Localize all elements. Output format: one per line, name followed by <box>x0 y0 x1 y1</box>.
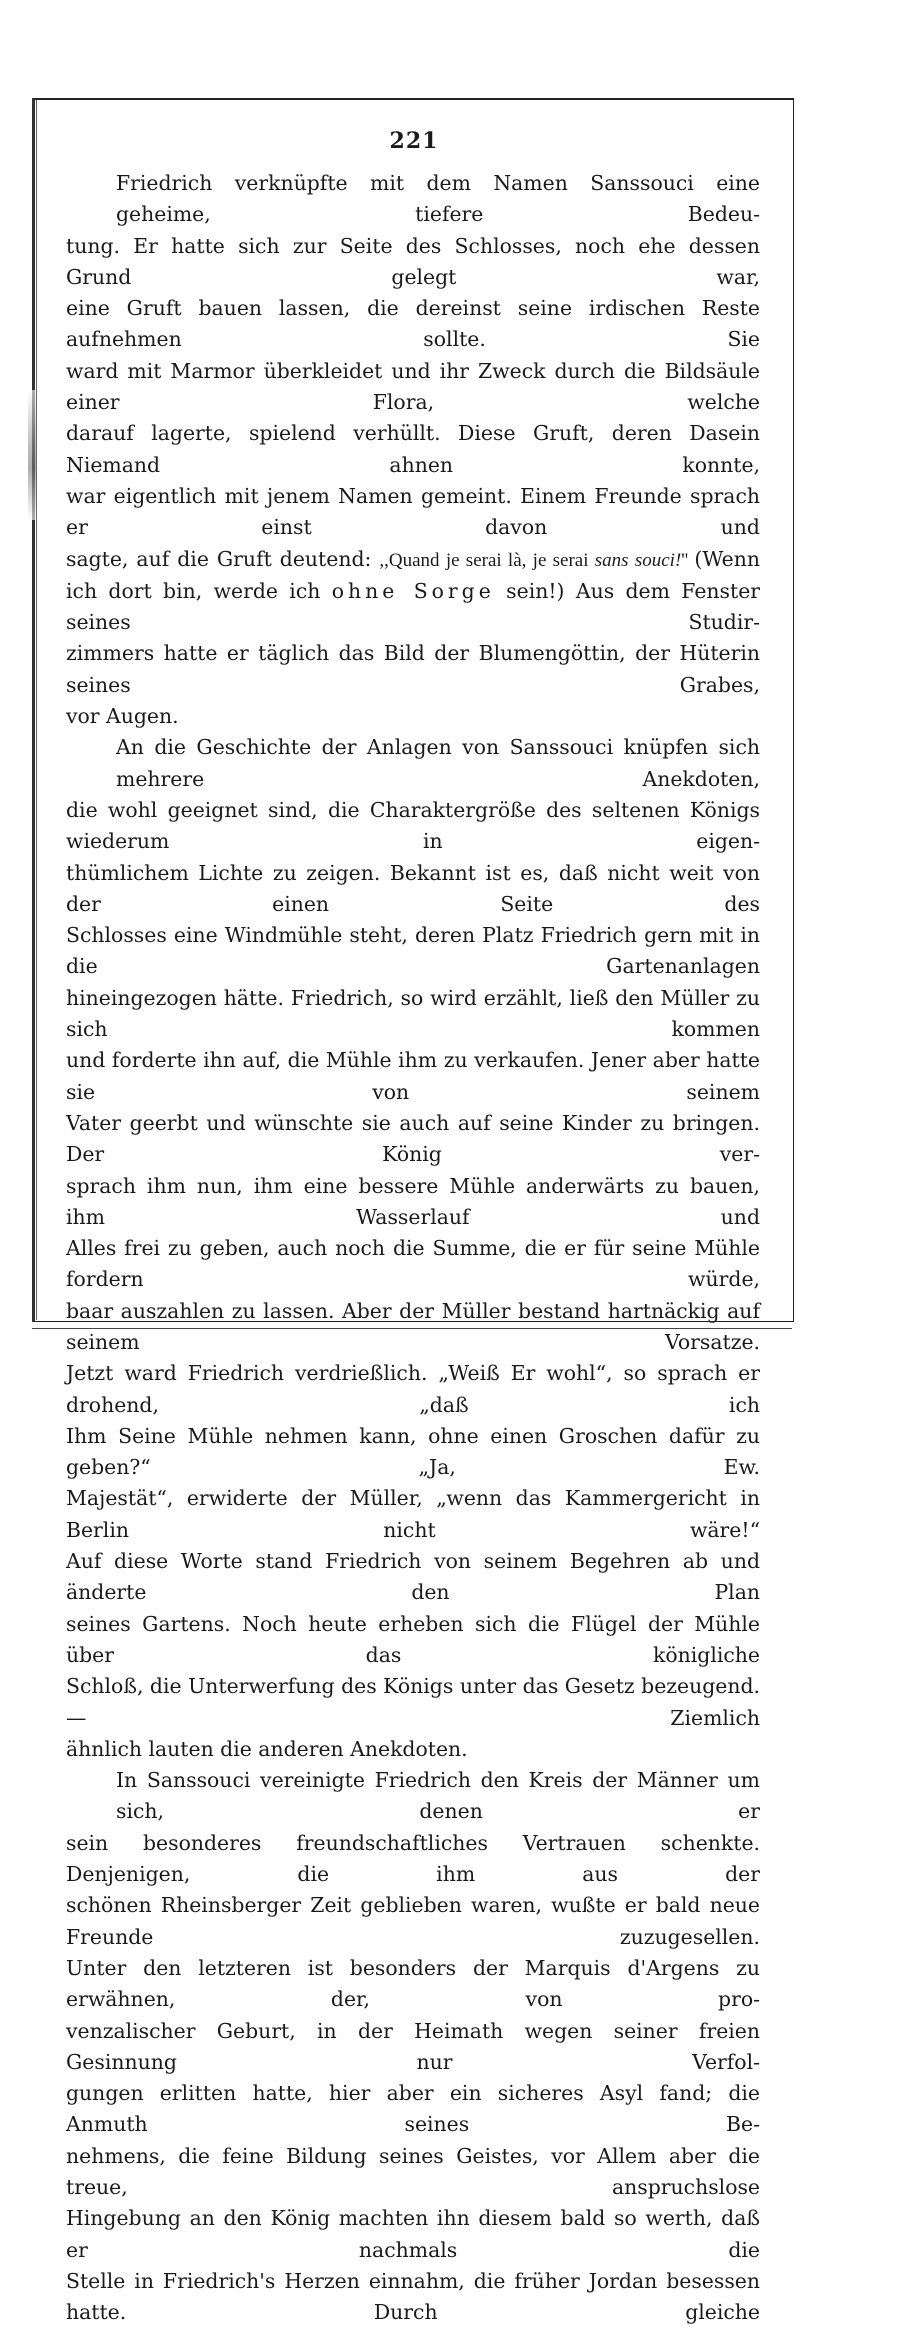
text-line: Jetzt ward Friedrich verdrießlich. „Weiß Er wohl“, so sprach er drohend, „daß ich <box>66 1361 760 1417</box>
text-line: In Sanssouci vereinigte Friedrich den Kreis der Männer um sich, denen er <box>116 1768 760 1824</box>
quote-lead: sagte, auf die Gruft deutend: <box>66 546 380 571</box>
french-quote-italic: sans souci! <box>594 549 682 571</box>
text-line: Vater geerbt und wünschte sie auch auf seine Kinder zu bringen. Der König ver- <box>66 1110 760 1167</box>
scan-shadow <box>28 390 36 520</box>
text-line: venzalischer Geburt, in der Heimath wegen seiner freien Gesinnung nur Verfol- <box>66 2018 760 2074</box>
spaced-lead: ich dort bin, werde ich <box>66 578 332 603</box>
spaced-trail: sein!) Aus dem Fenster seines Studir- <box>66 578 761 635</box>
text-line: zimmers hatte er täglich das Bild der Blumengöttin, der Hüterin seines Grabes, <box>66 641 760 697</box>
text-line: darauf lagerte, spielend verhüllt. Diese Gruft, deren Dasein Niemand ahnen konnte, <box>66 421 760 477</box>
text-line: schönen Rheinsberger Zeit geblieben waren, wußte er bald neue Freunde zuzugesellen. <box>66 1893 760 1949</box>
text-line: thümlichem Lichte zu zeigen. Bekannt ist es, daß nicht weit von der einen Seite des <box>66 860 760 916</box>
text-line: Hingebung an den König machten ihn diesem bald so werth, daß er nachmals die <box>66 2206 760 2262</box>
spaced-emphasis: ohne Sorge <box>331 578 495 603</box>
text-line: Unter den letzteren ist besonders der Marquis d'Argens zu erwähnen, der, von pro- <box>66 1955 760 2012</box>
text-line: hineingezogen hätte. Friedrich, so wird erzählt, ließ den Müller zu sich kommen <box>66 985 760 1042</box>
text-line: Majestät“, erwiderte der Müller, „wenn das Kammergericht in Berlin nicht wäre!“ <box>66 1486 760 1542</box>
french-quote: ,,Quand je serai là, je serai <box>379 549 595 571</box>
quote-close: '' <box>681 549 695 571</box>
text-line: eine Gruft bauen lassen, die dereinst seine irdischen Reste aufnehmen sollte. Sie <box>66 296 760 352</box>
text-line: Auf diese Worte stand Friedrich von seinem Begehren ab und änderte den Plan <box>66 1549 760 1605</box>
text-line: Schloß, die Unterwerfung des Königs unter das Gesetz bezeugend. — Ziemlich <box>66 1674 760 1730</box>
text-line: sprach ihm nun, ihm eine bessere Mühle anderwärts zu bauen, ihm Wasserlauf und <box>66 1173 760 1229</box>
text-line: nehmens, die feine Bildung seines Geistes, vor Allem aber die treue, anspruchslose <box>66 2143 760 2199</box>
text-line: An die Geschichte der Anlagen von Sanssouci knüpfen sich mehrere Anekdoten, <box>116 735 760 791</box>
text-line-spaced <box>66 576 760 639</box>
text-line: und forderte ihn auf, die Mühle ihm zu verkaufen. Jener aber hatte sie von seinem <box>66 1048 760 1104</box>
text-line: baar auszahlen zu lassen. Aber der Müller bestand hartnäckig auf seinem Vorsatze. <box>66 1298 760 1354</box>
paragraph-3 <box>66 1765 760 2328</box>
text-line: gungen erlitten hatte, hier aber ein sicheres Asyl fand; die Anmuth seines Be- <box>66 2081 760 2137</box>
text-line: die wohl geeignet sind, die Charaktergröße des seltenen Königs wiederum in eigen- <box>66 797 760 854</box>
text-line: seines Gartens. Noch heute erheben sich die Flügel der Mühle über das königliche <box>66 1611 760 1667</box>
text-line: war eigentlich mit jenem Namen gemeint. Einem Freunde sprach er einst davon und <box>66 483 760 540</box>
text-line: vor Augen. <box>66 704 179 729</box>
paragraph-1 <box>66 168 760 732</box>
text-line: Alles frei zu geben, auch noch die Summe, die er für seine Mühle fordern würde, <box>66 1236 760 1292</box>
text-line: ähnlich lauten die anderen Anekdoten. <box>66 1736 468 1761</box>
page-border-inner <box>36 100 37 1320</box>
text-line: ward mit Marmor überkleidet und ihr Zweck durch die Bildsäule einer Flora, welche <box>66 358 760 415</box>
text-line: Ihm Seine Mühle nehmen kann, ohne einen Groschen dafür zu geben?“ „Ja, Ew. <box>66 1423 760 1480</box>
text-line: tung. Er hatte sich zur Seite des Schlosses, noch ehe dessen Grund gelegt war, <box>66 233 760 289</box>
page-number: 221 <box>389 128 439 154</box>
text-line: Friedrich verknüpfte mit dem Namen Sanssouci eine geheime, tiefere Bedeu- <box>116 171 760 227</box>
text-line: Stelle in Friedrich's Herzen einnahm, die früher Jordan besessen hatte. Durch gleiche <box>66 2268 760 2325</box>
paragraph-2 <box>66 732 760 1765</box>
text-line-quote <box>66 544 760 576</box>
text-line: Schlosses eine Windmühle steht, deren Platz Friedrich gern mit in die Gartenanlagen <box>66 923 760 979</box>
text-line: sein besonderes freundschaftliches Vertrauen schenkte. Denjenigen, die ihm aus der <box>66 1830 760 1887</box>
body-text <box>66 168 760 2328</box>
quote-trail: (Wenn <box>694 546 760 571</box>
